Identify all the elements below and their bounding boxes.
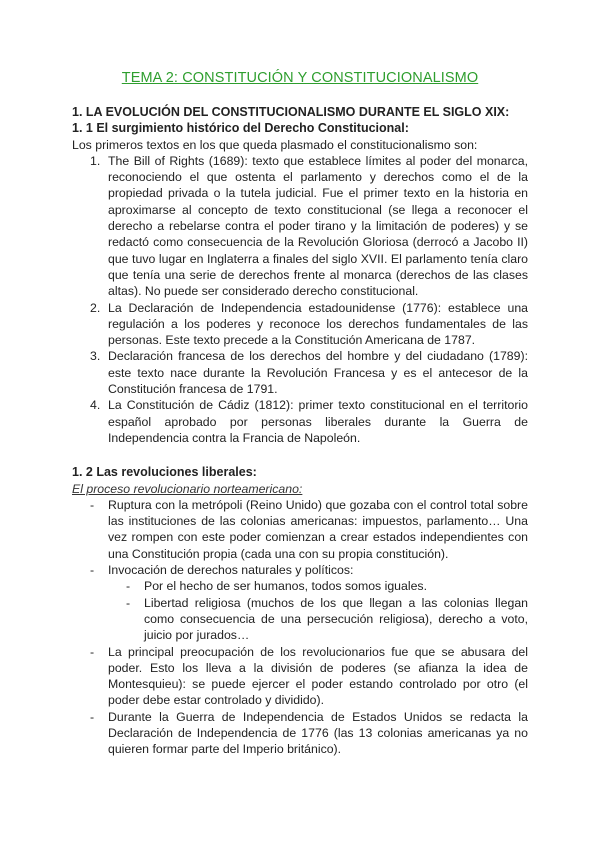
list-item [72,397,528,446]
list-item-text: La Constitución de Cádiz (1812): primer texto constitucional en el territorio español aprobado por personas liberales durante la Guerra de Independencia contra la Francia de Napoleón. [108,398,528,445]
section-heading: 1. LA EVOLUCIÓN DEL CONSTITUCIONALISMO DURANTE EL SIGLO XIX: [72,105,510,119]
spacer [72,446,528,464]
list-item-text: Declaración francesa de los derechos del hombre y del ciudadano (1789): este texto nace durante la Revolución Francesa y es el antecesor de la Constitución francesa de 1791. [108,349,528,397]
page-title: TEMA 2: CONSTITUCIÓN Y CONSTITUCIONALISMO [121,70,479,86]
list-item [72,497,528,562]
nested-dash-list [108,578,528,643]
nested-list-item [108,595,528,644]
list-item-text: Durante la Guerra de Independencia de Estados Unidos se redacta la Declaración de Independencia de 1776 (las 13 colonias americanas ya no quieren formar parte del Imperio británico). [108,709,528,757]
list-item-text: Ruptura con la metrópoli (Reino Unido) que gozaba con el control total sobre las instituciones de las colonias americanas: impuestos, parlamento… Una vez rompen con este poder comienzan a crear estados independientes con una Constitución propia (cada una con su propia constitución). [108,497,528,561]
list-item-text: La principal preocupación de los revolucionarios fue que se abusara del poder. Esto los lleva a la división de poderes (se afianza la idea de Montesquieu): se puede ejercer el poder estando controlado por otro (el poder debe estar controlado y dividido). [108,644,528,708]
list-item [72,709,528,758]
list-item-text: Por el hecho de ser humanos, todos somos iguales. [144,579,427,594]
list-marker: - [90,497,95,512]
list-marker: - [126,595,131,610]
subsection-heading: 1. 1 El surgimiento histórico del Derecho Constitucional: [72,121,409,136]
list-marker: 3. [90,349,101,364]
intro-paragraph: Los primeros textos en los que queda plasmado el constitucionalismo son: [72,137,478,152]
list-marker: - [126,579,131,594]
subsection-subtitle: El proceso revolucionario norteamericano: [72,481,303,496]
dash-list [72,497,528,758]
list-marker: 4. [90,398,101,413]
list-marker: 2. [90,300,101,315]
numbered-list [72,153,528,446]
list-item [72,562,528,643]
list-marker: - [90,644,95,659]
list-marker: 1. [90,153,101,168]
list-item [72,153,528,300]
subsection-heading: 1. 2 Las revoluciones liberales: [72,465,257,480]
list-item [72,644,528,709]
nested-list-item [108,578,528,594]
list-item-text: Libertad religiosa (muchos de los que llegan a las colonias llegan como consecuencia de una persecución religiosa), derecho a voto, juicio por jurados… [144,595,528,643]
list-item-text: The Bill of Rights (1689): texto que establece límites al poder del monarca, reconociendo el que ostenta el parlamento y derechos como el de la propiedad privada o la tutela judicial. Fue el primer texto en la historia en aproximarse al concepto de texto constitucional (se llega a reconocer el derecho a rebelarse contra el poder tirano y la limitación de poderes) y se redactó como consecuencia de la Revolución Gloriosa (derrocó a Jacobo II) que tuvo lugar en Inglaterra a finales del siglo XVII. El parlamento tenía claro que tenía una serie de derechos frente al monarca (derechos de las clases altas). No puede ser considerado derecho constitucional. [108,153,528,299]
list-item [72,300,528,349]
list-item [72,348,528,397]
list-marker: - [90,709,95,724]
list-marker: - [90,563,95,578]
document-body [72,104,528,758]
list-item-text: Invocación de derechos naturales y políticos: [108,563,354,578]
list-item-text: La Declaración de Independencia estadounidense (1776): establece una regulación a los poderes y reconoce los derechos fundamentales de las personas. Este texto precede a la Constitución Americana de 1787. [108,300,528,348]
